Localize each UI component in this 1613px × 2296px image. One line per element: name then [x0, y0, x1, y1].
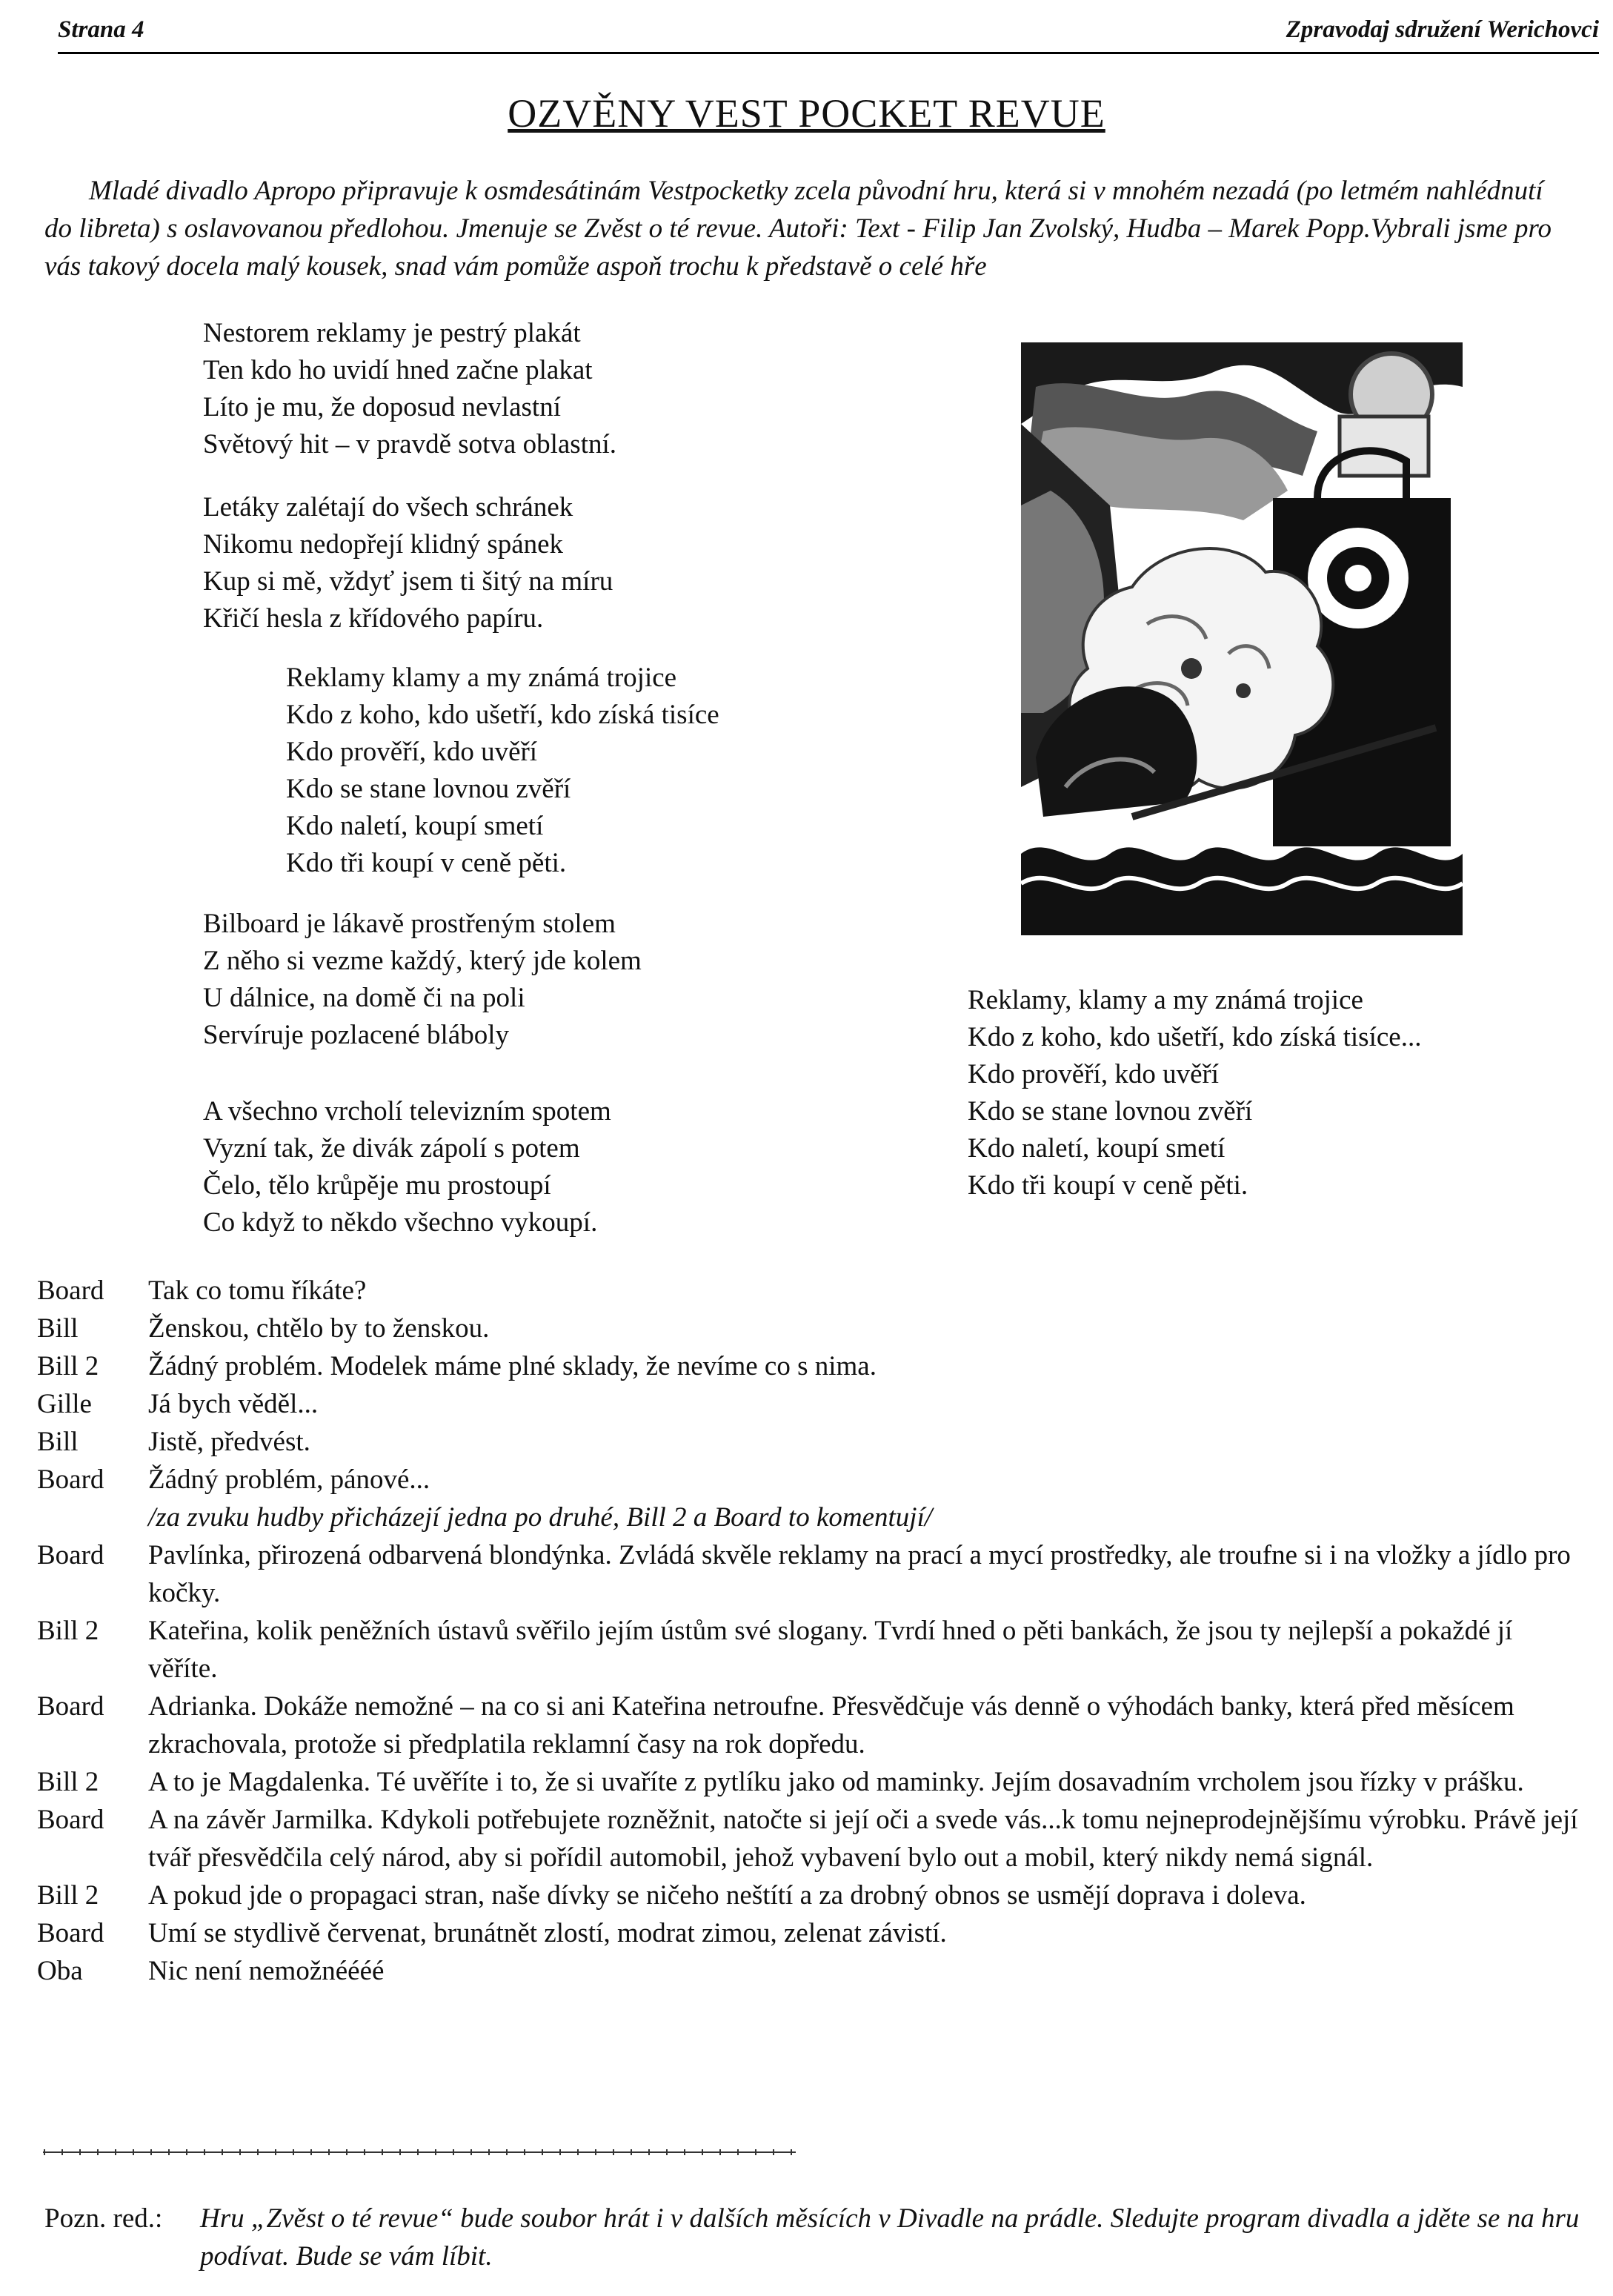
verse-line: Nestorem reklamy je pestrý plakát	[203, 318, 581, 348]
verse-line: Kdo prověří, kdo uvěří	[286, 737, 538, 767]
speaker: Board	[37, 1275, 104, 1306]
verse-line: Křičí hesla z křídového papíru.	[203, 603, 544, 634]
editor-note	[44, 2200, 1593, 2275]
stanza-1	[203, 315, 616, 463]
verse-line: Bilboard je lákavě prostřeným stolem	[203, 909, 616, 939]
verse-line: Kdo se stane lovnou zvěří	[968, 1096, 1253, 1127]
line-text: Kateřina, kolik peněžních ústavů svěřilo jejím ústům své slogany. Tvrdí hned o pěti bankách, že jsou ty nejlepší a pokaždé jí věříte.	[148, 1616, 1513, 1684]
verse-line: Kup si mě, vždyť jsem ti šitý na míru	[203, 566, 613, 597]
line-text: Já bych věděl...	[148, 1389, 319, 1419]
dialogue-line	[37, 1347, 1586, 1385]
speaker: Oba	[37, 1956, 83, 1986]
line-text: A na závěr Jarmilka. Kdykoli potřebujete rozněžnit, natočte si její oči a svede vás...k tomu nejneprodejnějšímu výrobku. Právě její tvář přesvědčila celý národ, aby si pořídil automobil, jehož vybavení bylo out a mobil, který nikdy nemá signál.	[148, 1805, 1578, 1873]
verse-line: Kdo naletí, koupí smetí	[286, 811, 544, 841]
verse-line: Kdo tři koupí v ceně pěti.	[968, 1170, 1248, 1201]
line-text: A pokud jde o propagaci stran, naše dívky se ničeho neštítí a za drobný obnos se usmějí doprava i doleva.	[148, 1880, 1306, 1911]
dialogue-line	[37, 1423, 1586, 1461]
intro-paragraph	[44, 172, 1563, 285]
refrain	[968, 982, 1421, 1204]
speaker: Board	[37, 1464, 104, 1495]
verse-line: Kdo naletí, koupí smetí	[968, 1133, 1225, 1164]
dialogue-line	[37, 1272, 1586, 1310]
verse-line: Servíruje pozlacené bláboly	[203, 1020, 509, 1050]
note-text: Hru „Zvěst o té revue“ bude soubor hrát i v dalších měsících v Divadle na prádle. Sledujte program divadla a jděte se na hru podívat. Bude se vám líbit.	[200, 2203, 1580, 2272]
speaker: Board	[37, 1691, 104, 1722]
verse-line: Líto je mu, že doposud nevlastní	[203, 392, 561, 422]
speaker: Bill	[37, 1427, 79, 1457]
stage-direction	[37, 1499, 1586, 1536]
dialogue-line	[37, 1310, 1586, 1347]
verse-line: A všechno vrcholí televizním spotem	[203, 1096, 611, 1127]
verse-line: Kdo prověří, kdo uvěří	[968, 1059, 1220, 1089]
page-header	[58, 10, 1599, 54]
verse-line: Z něho si vezme každý, který jde kolem	[203, 946, 642, 976]
line-text: Adrianka. Dokáže nemožné – na co si ani Kateřina netroufne. Přesvědčuje vás denně o výhodách banky, která před měsícem zkrachovala, protože si předplatila reklamní časy na rok dopředu.	[148, 1691, 1514, 1759]
verse-line: Kdo z koho, kdo ušetří, kdo získá tisíce...	[968, 1022, 1422, 1052]
verse-line: Světový hit – v pravdě sotva oblastní.	[203, 429, 617, 459]
verse-line: Letáky zalétají do všech schránek	[203, 492, 573, 522]
verse-line: Ten kdo ho uvidí hned začne plakat	[203, 355, 593, 385]
line-text: Nic není nemožnéééé	[148, 1956, 385, 1986]
dialogue-line	[37, 1763, 1586, 1801]
separator-line	[43, 2146, 796, 2154]
note-label: Pozn. red.:	[44, 2203, 163, 2234]
verse-line: Čelo, tělo krůpěje mu prostoupí	[203, 1170, 551, 1201]
dialogue	[37, 1272, 1586, 1990]
dialogue-line	[37, 1688, 1586, 1763]
article-title: OZVĚNY VEST POCKET REVUE	[508, 91, 1105, 136]
speaker: Gille	[37, 1389, 92, 1419]
verse-line: Reklamy, klamy a my známá trojice	[968, 985, 1363, 1015]
line-text: Žádný problém. Modelek máme plné sklady, že nevíme co s nima.	[148, 1351, 877, 1381]
speaker: Bill 2	[37, 1616, 99, 1646]
illustration	[1021, 342, 1463, 935]
line-text: Jistě, předvést.	[148, 1427, 310, 1457]
stanza-2	[203, 489, 613, 637]
illustration-icon	[1021, 342, 1463, 935]
verse-line: Kdo tři koupí v ceně pěti.	[286, 848, 567, 878]
publication-name: Zpravodaj sdružení Werichovci	[1286, 16, 1599, 43]
line-text: Ženskou, chtělo by to ženskou.	[148, 1313, 490, 1344]
verse-line: Reklamy klamy a my známá trojice	[286, 663, 677, 693]
verse-line: Kdo se stane lovnou zvěří	[286, 774, 571, 804]
speaker: Board	[37, 1918, 104, 1948]
verse-line: Co když to někdo všechno vykoupí.	[203, 1207, 598, 1238]
speaker: Board	[37, 1805, 104, 1835]
line-text: Žádný problém, pánové...	[148, 1464, 430, 1495]
stage-direction-text: /za zvuku hudby přicházejí jedna po druhé, Bill 2 a Board to komentují/	[148, 1502, 933, 1533]
verse-line: Vyzní tak, že divák zápolí s potem	[203, 1133, 580, 1164]
verse-line: Nikomu nedopřejí klidný spánek	[203, 529, 564, 560]
dialogue-line	[37, 1461, 1586, 1499]
speaker: Board	[37, 1540, 104, 1570]
stanza-5	[203, 1093, 611, 1241]
stanza-3	[286, 660, 719, 882]
dialogue-line	[37, 1385, 1586, 1423]
speaker: Bill 2	[37, 1767, 99, 1797]
speaker: Bill 2	[37, 1880, 99, 1911]
dialogue-line	[37, 1877, 1586, 1914]
dialogue-line	[37, 1952, 1586, 1990]
verse-line: Kdo z koho, kdo ušetří, kdo získá tisíce	[286, 700, 719, 730]
dialogue-line	[37, 1801, 1586, 1877]
page-number: Strana 4	[58, 16, 144, 43]
line-text: Umí se stydlivě červenat, brunátnět zlostí, modrat zimou, zelenat závistí.	[148, 1918, 947, 1948]
speaker: Bill	[37, 1313, 79, 1344]
dialogue-line	[37, 1612, 1586, 1688]
speaker	[37, 1499, 148, 1536]
line-text: Tak co tomu říkáte?	[148, 1275, 367, 1306]
speaker: Bill 2	[37, 1351, 99, 1381]
verse-line: U dálnice, na domě či na poli	[203, 983, 525, 1013]
dialogue-line	[37, 1536, 1586, 1612]
dialogue-line	[37, 1914, 1586, 1952]
line-text: A to je Magdalenka. Té uvěříte i to, že si uvaříte z pytlíku jako od maminky. Jejím dosavadním vrcholem jsou řízky v prášku.	[148, 1767, 1524, 1797]
line-text: Pavlínka, přirozená odbarvená blondýnka. Zvládá skvěle reklamy na prací a mycí prostředky, ale troufne si i na vložky a jídlo pro kočky.	[148, 1540, 1571, 1608]
stanza-4	[203, 906, 642, 1054]
intro-text: Mladé divadlo Apropo připravuje k osmdesátinám Vestpocketky zcela původní hru, která si v mnohém nezadá (po letmém nahlédnutí do libreta) s oslavovanou předlohou. Jmenuje se Zvěst o té revue. Autoři: Text - Filip Jan Zvolský, Hudba – Marek Popp.Vybrali jsme pro vás takový docela malý kousek, snad vám pomůže aspoň trochu k představě o celé hře	[44, 176, 1552, 282]
